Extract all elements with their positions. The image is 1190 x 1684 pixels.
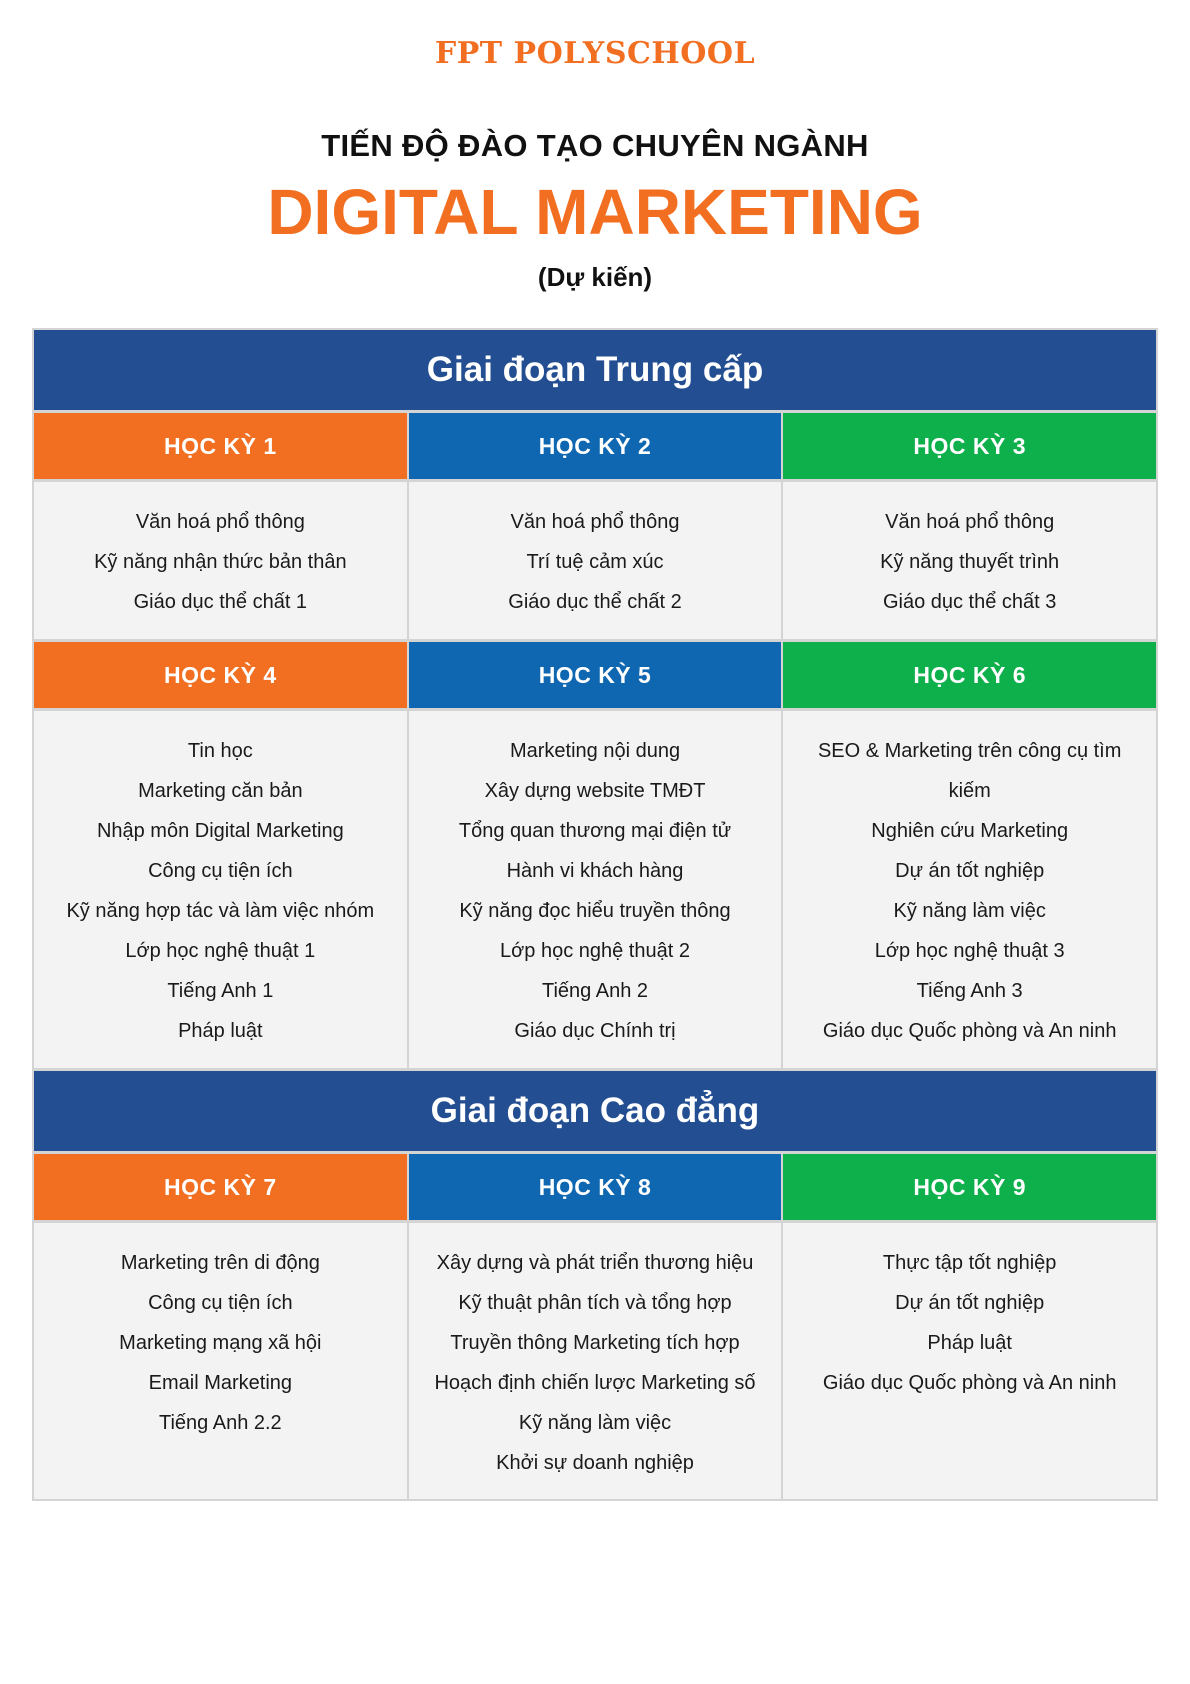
course-item: Tiếng Anh 1	[167, 980, 274, 1002]
course-item: Lớp học nghệ thuật 2	[500, 940, 690, 962]
semester-header-8: HỌC KỲ 8	[409, 1154, 782, 1220]
semester-courses-3	[783, 482, 1156, 639]
course-item: Giáo dục Quốc phòng và An ninh	[822, 1020, 1117, 1042]
semester-courses-7	[34, 1223, 407, 1499]
course-item: Giáo dục Quốc phòng và An ninh	[822, 1372, 1117, 1394]
semester-header-2: HỌC KỲ 2	[409, 413, 782, 479]
page-title: DIGITAL MARKETING	[267, 176, 923, 248]
page-subtitle: TIẾN ĐỘ ĐÀO TẠO CHUYÊN NGÀNH	[321, 128, 869, 163]
course-item: Kỹ năng hợp tác và làm việc nhóm	[66, 900, 375, 922]
semester-courses-9	[783, 1223, 1156, 1499]
semester-header-9: HỌC KỲ 9	[783, 1154, 1156, 1220]
course-item: Giáo dục thể chất 3	[882, 591, 1057, 613]
course-item: Pháp luật	[178, 1020, 263, 1042]
course-item: Hoạch định chiến lược Marketing số	[434, 1372, 756, 1394]
course-item: Kỹ năng nhận thức bản thân	[94, 551, 347, 573]
course-item: Kỹ năng làm việc	[893, 900, 1046, 922]
semester-body-row	[34, 711, 1156, 1068]
course-item: Marketing trên di động	[120, 1252, 320, 1274]
course-item: Văn hoá phổ thông	[510, 511, 680, 533]
course-item: Kỹ năng làm việc	[518, 1412, 672, 1434]
course-item: Nhập môn Digital Marketing	[96, 820, 344, 842]
course-item: Marketing căn bản	[138, 780, 303, 802]
course-item: Văn hoá phổ thông	[885, 511, 1055, 533]
course-item: Thực tập tốt nghiệp	[882, 1252, 1057, 1274]
semester-header-7: HỌC KỲ 7	[34, 1154, 407, 1220]
course-item: Dự án tốt nghiệp	[895, 1292, 1045, 1314]
semester-header-4: HỌC KỲ 4	[34, 642, 407, 708]
course-item: Tin học	[187, 740, 253, 762]
course-item: Marketing nội dung	[509, 740, 681, 762]
course-item: Công cụ tiện ích	[148, 860, 293, 882]
course-item: SEO & Marketing trên công cụ tìm kiếm	[817, 740, 1122, 802]
course-item: Nghiên cứu Marketing	[871, 820, 1069, 842]
semester-header-6: HỌC KỲ 6	[783, 642, 1156, 708]
course-item: Marketing mạng xã hội	[119, 1332, 322, 1354]
phase-header-college: Giai đoạn Cao đẳng	[34, 1071, 1156, 1154]
semester-header-1: HỌC KỲ 1	[34, 413, 407, 479]
course-item: Xây dựng và phát triển thương hiệu	[436, 1252, 754, 1274]
course-item: Trí tuệ cảm xúc	[526, 551, 664, 573]
brand-logo-text: FPT POLYSCHOOL	[434, 36, 756, 71]
semester-header-row	[34, 642, 1156, 711]
course-item: Tổng quan thương mại điện tử	[458, 820, 732, 842]
course-item: Truyền thông Marketing tích hợp	[450, 1332, 740, 1354]
course-item: Kỹ năng đọc hiểu truyền thông	[459, 900, 731, 922]
course-item: Giáo dục Chính trị	[514, 1020, 676, 1042]
course-item: Dự án tốt nghiệp	[895, 860, 1045, 882]
course-item: Công cụ tiện ích	[148, 1292, 293, 1314]
semester-body-row	[34, 1223, 1156, 1499]
semester-header-3: HỌC KỲ 3	[783, 413, 1156, 479]
course-item: Tiếng Anh 3	[916, 980, 1023, 1002]
semester-courses-5	[409, 711, 782, 1068]
semester-courses-2	[409, 482, 782, 639]
course-item: Pháp luật	[927, 1332, 1012, 1354]
semester-body-row	[34, 482, 1156, 639]
course-item: Kỹ năng thuyết trình	[880, 551, 1060, 573]
semester-courses-1	[34, 482, 407, 639]
course-item: Email Marketing	[148, 1372, 293, 1394]
page-note: (Dự kiến)	[537, 262, 653, 292]
course-item: Giáo dục thể chất 1	[133, 591, 308, 613]
course-item: Lớp học nghệ thuật 3	[874, 940, 1065, 962]
semester-courses-4	[34, 711, 407, 1068]
course-item: Văn hoá phổ thông	[135, 511, 305, 533]
course-item: Hành vi khách hàng	[506, 860, 684, 882]
course-item: Tiếng Anh 2.2	[158, 1412, 282, 1434]
semester-header-row	[34, 413, 1156, 482]
course-item: Khởi sự doanh nghiệp	[496, 1452, 694, 1474]
course-item: Xây dựng website TMĐT	[484, 780, 706, 802]
course-item: Tiếng Anh 2	[542, 980, 649, 1002]
curriculum-table	[32, 328, 1158, 1501]
phase-header-intermediate: Giai đoạn Trung cấp	[34, 330, 1156, 413]
course-item: Lớp học nghệ thuật 1	[125, 940, 316, 962]
semester-header-5: HỌC KỲ 5	[409, 642, 782, 708]
course-item: Kỹ thuật phân tích và tổng hợp	[458, 1292, 732, 1314]
semester-header-row	[34, 1154, 1156, 1223]
semester-courses-6	[783, 711, 1156, 1068]
course-item: Giáo dục thể chất 2	[508, 591, 682, 613]
semester-courses-8	[409, 1223, 782, 1499]
